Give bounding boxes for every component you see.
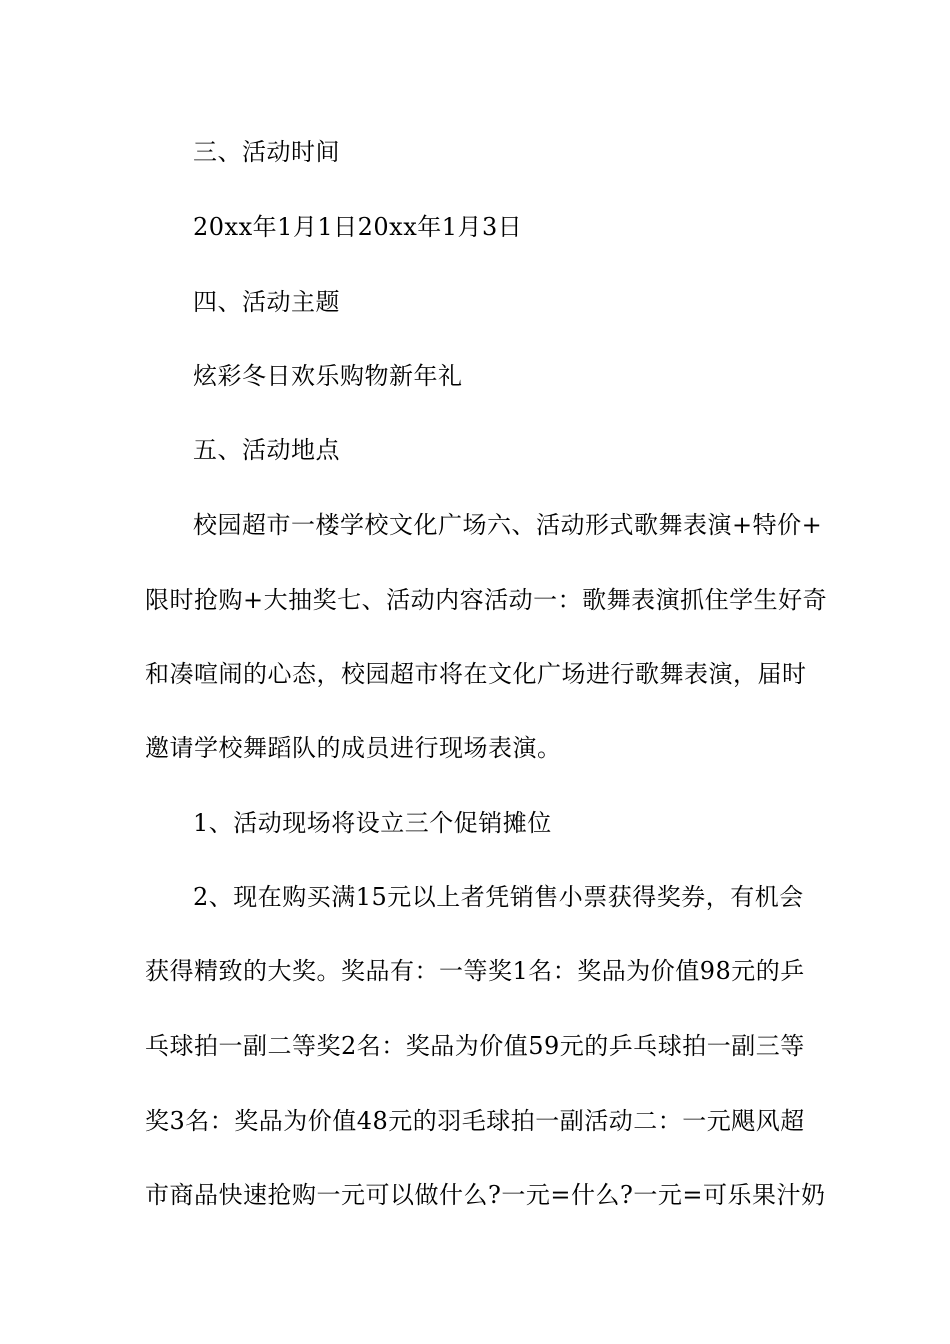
- paragraph-line: 奖3名：奖品为价值48元的羽毛球拍一副活动二：一元飓风超: [145, 1107, 805, 1135]
- paragraph-time: 20xx年1月1日20xx年1月3日: [193, 213, 523, 241]
- paragraph-line: 获得精致的大奖。奖品有：一等奖1名：奖品为价值98元的乒: [145, 957, 805, 985]
- list-item-2: 2、现在购买满15元以上者凭销售小票获得奖券，有机会: [193, 883, 804, 911]
- paragraph-line: 邀请学校舞蹈队的成员进行现场表演。: [145, 734, 562, 762]
- paragraph-line: 限时抢购+大抽奖七、活动内容活动一：歌舞表演抓住学生好奇: [145, 586, 828, 614]
- section-heading-time: 三、活动时间: [193, 138, 340, 166]
- paragraph-line: 和凑喧闹的心态，校园超市将在文化广场进行歌舞表演，届时: [145, 660, 807, 688]
- section-heading-location: 五、活动地点: [193, 436, 340, 464]
- paragraph-line: 市商品快速抢购一元可以做什么?一元=什么?一元=可乐果汁奶: [145, 1181, 826, 1209]
- paragraph-line: 校园超市一楼学校文化广场六、活动形式歌舞表演+特价+: [193, 511, 823, 539]
- paragraph-theme: 炫彩冬日欢乐购物新年礼: [193, 362, 463, 390]
- list-item-1: 1、活动现场将设立三个促销摊位: [193, 809, 552, 837]
- paragraph-line: 乓球拍一副二等奖2名：奖品为价值59元的乒乓球拍一副三等: [145, 1032, 805, 1060]
- section-heading-theme: 四、活动主题: [193, 288, 340, 316]
